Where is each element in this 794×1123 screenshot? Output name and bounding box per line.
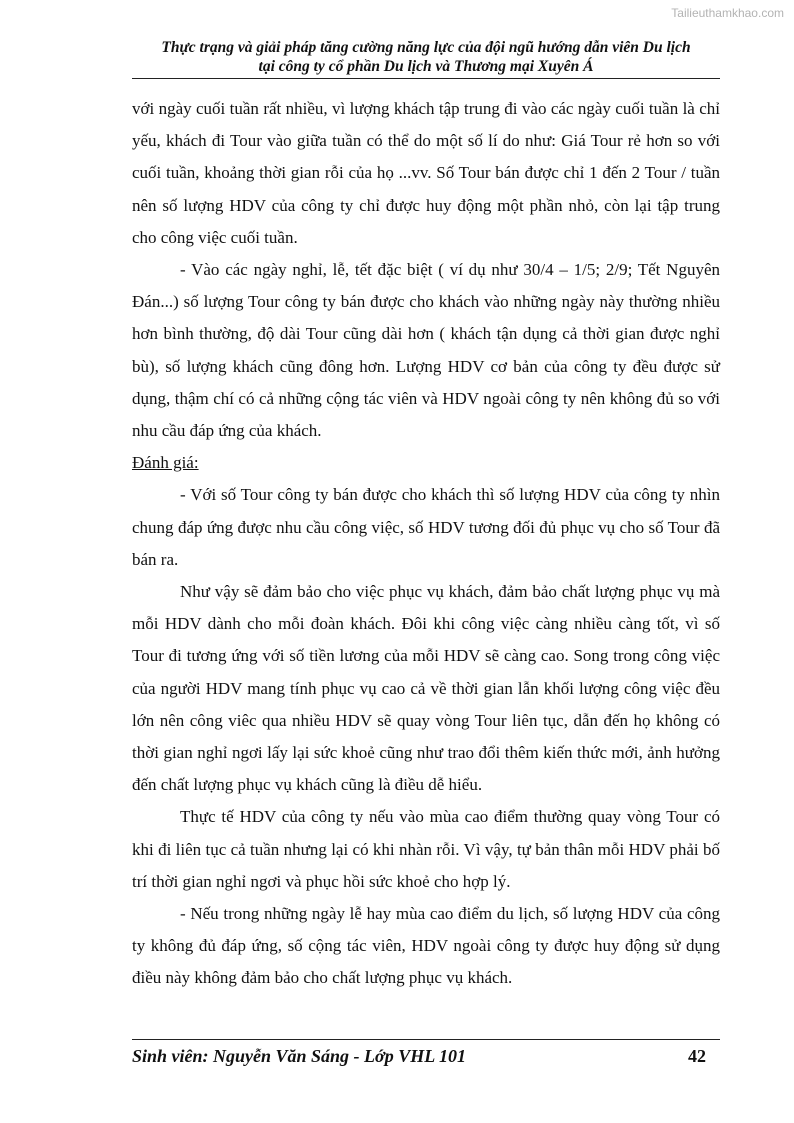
paragraph-6: - Nếu trong những ngày lễ hay mùa cao điểm du lịch, số lượng HDV của công ty không đủ đáp ứng, số cộng tác viên, HDV ngoài công ty được huy động sử dụng điều này không đảm bảo cho chất lượng phục vụ khách.: [132, 904, 720, 988]
watermark: Tailieuthamkhao.com: [671, 6, 784, 20]
page-header: [132, 38, 720, 76]
paragraph-1: với ngày cuối tuần rất nhiều, vì lượng khách tập trung đi vào các ngày cuối tuần là chỉ yếu, khách đi Tour vào giữa tuần có thể do một số lí do như: Giá Tour rẻ hơn so với cuối tuần, khoảng thời gian rỗi của họ ...vv. Số Tour bán được chỉ 1 đến 2 Tour / tuần nên số lượng HDV của công ty chỉ được huy động một phần nhỏ, còn lại tập trung cho công việc cuối tuần.: [132, 99, 720, 247]
paragraph-5: Thực tế HDV của công ty nếu vào mùa cao điểm thường quay vòng Tour có khi đi liên tục cả tuần nhưng lại có khi nhàn rỗi. Vì vậy, tự bản thân mỗi HDV phải bố trí thời gian nghỉ ngơi và phục hồi sức khoẻ cho hợp lý.: [132, 807, 720, 891]
section-label-danh-gia: [132, 447, 720, 479]
paragraph-2: - Vào các ngày nghỉ, lễ, tết đặc biệt ( ví dụ như 30/4 – 1/5; 2/9; Tết Nguyên Đán...) số lượng Tour công ty bán được cho khách vào những ngày này thường nhiều hơn bình thường, độ dài Tour cũng dài hơn ( khách tận dụng cả thời gian được nghỉ bù), số lượng khách cũng đông hơn. Lượng HDV cơ bản của công ty đều được sử dụng, thậm chí có cả những cộng tác viên và HDV ngoài công ty nên không đủ so với nhu cầu đáp ứng của khách.: [132, 260, 720, 441]
header-title-line-2: tại công ty cổ phần Du lịch và Thương mại Xuyên Á: [258, 58, 594, 75]
footer-divider: [132, 1039, 720, 1040]
paragraph-3: - Với số Tour công ty bán được cho khách thì số lượng HDV của công ty nhìn chung đáp ứng được nhu cầu công việc, số HDV tương đối đủ phục vụ cho số Tour đã bán ra.: [132, 485, 720, 569]
header-title-line-1: Thực trạng và giải pháp tăng cường năng lực của đội ngũ hướng dẫn viên Du lịch: [161, 39, 691, 56]
page-number: 42: [688, 1046, 706, 1066]
section-label-text: Đánh giá:: [132, 453, 199, 473]
paragraph-4: Như vậy sẽ đảm bảo cho việc phục vụ khách, đảm bảo chất lượng phục vụ mà mỗi HDV dành cho mỗi đoàn khách. Đôi khi công việc càng nhiều càng tốt, vì số Tour đi tương ứng với số tiền lương của mỗi HDV sẽ càng cao. Song trong công việc của người HDV mang tính phục vụ cao cả về thời gian lẫn khối lượng công việc đều lớn nên công viêc qua nhiều HDV sẽ quay vòng Tour liên tục, dẫn đến họ không có thời gian nghỉ ngơi lấy lại sức khoẻ cũng như trao đổi thêm kiến thức mới, ảnh hưởng đến chất lượng phục vụ khách cũng là điều dễ hiểu.: [132, 582, 720, 795]
page-footer: [132, 1043, 720, 1069]
header-divider: [132, 78, 720, 79]
footer-author: Sinh viên: Nguyễn Văn Sáng - Lớp VHL 101: [132, 1046, 467, 1066]
document-body: [132, 93, 720, 995]
